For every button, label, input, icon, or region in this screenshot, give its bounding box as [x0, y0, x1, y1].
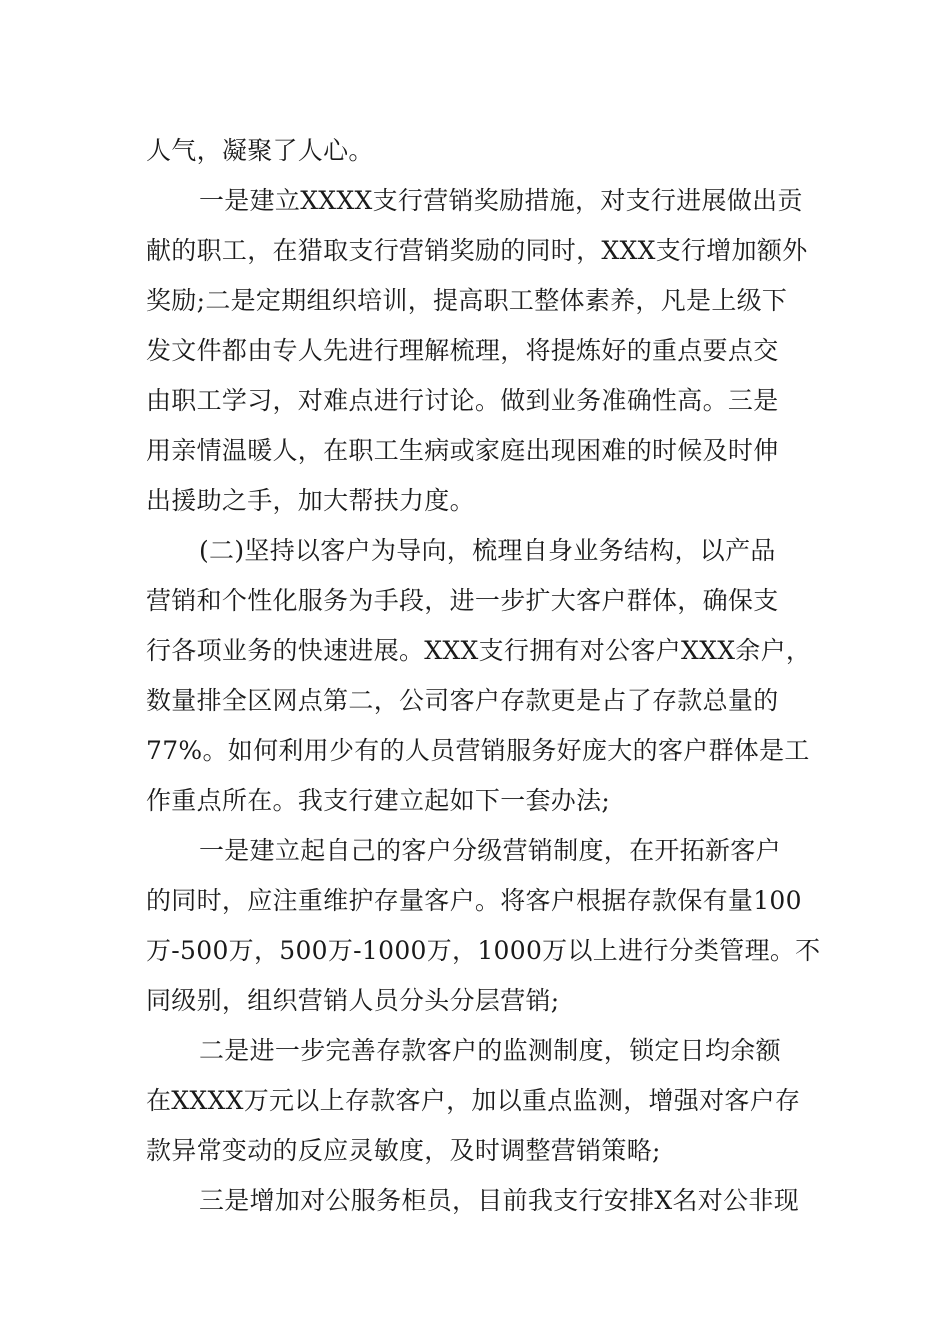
text-line: 奖励;二是定期组织培训，提高职工整体素养，凡是上级下	[146, 286, 788, 315]
text-line: 由职工学习，对难点进行讨论。做到业务准确性高。三是	[146, 386, 779, 415]
text-line: 的同时，应注重维护存量客户。将客户根据存款保有量100	[146, 886, 802, 915]
text-line: 一是建立起自己的客户分级营销制度，在开拓新客户	[199, 836, 781, 865]
text-line: 二是进一步完善存款客户的监测制度，锁定日均余额	[199, 1036, 781, 1065]
text-line: 人气，凝聚了人心。	[146, 136, 374, 165]
text-line: 行各项业务的快速进展。XXX支行拥有对公客户XXX余户，	[146, 636, 812, 665]
text-line: (二)坚持以客户为导向，梳理自身业务结构，以产品	[199, 536, 776, 565]
text-line: 作重点所在。我支行建立起如下一套办法;	[146, 786, 611, 815]
text-line: 万-500万，500万-1000万，1000万以上进行分类管理。不	[146, 936, 821, 965]
text-line: 发文件都由专人先进行理解梳理，将提炼好的重点要点交	[146, 336, 779, 365]
text-line: 一是建立XXXX支行营销奖励措施，对支行进展做出贡	[199, 186, 803, 215]
text-line: 同级别，组织营销人员分头分层营销;	[146, 986, 560, 1015]
text-line: 用亲情温暖人，在职工生病或家庭出现困难的时候及时伸	[146, 436, 779, 465]
text-line: 数量排全区网点第二，公司客户存款更是占了存款总量的	[146, 686, 779, 715]
text-line: 77%。如何利用少有的人员营销服务好庞大的客户群体是工	[146, 736, 810, 765]
text-line: 在XXXX万元以上存款客户，加以重点监测，增强对客户存	[146, 1086, 801, 1115]
text-line: 款异常变动的反应灵敏度，及时调整营销策略;	[146, 1136, 661, 1165]
text-line: 营销和个性化服务为手段，进一步扩大客户群体，确保支	[146, 586, 779, 615]
text-line: 献的职工，在猎取支行营销奖励的同时，XXX支行增加额外	[146, 236, 808, 265]
text-line: 三是增加对公服务柜员，目前我支行安排X名对公非现	[199, 1186, 799, 1215]
text-line: 出援助之手，加大帮扶力度。	[146, 486, 475, 515]
